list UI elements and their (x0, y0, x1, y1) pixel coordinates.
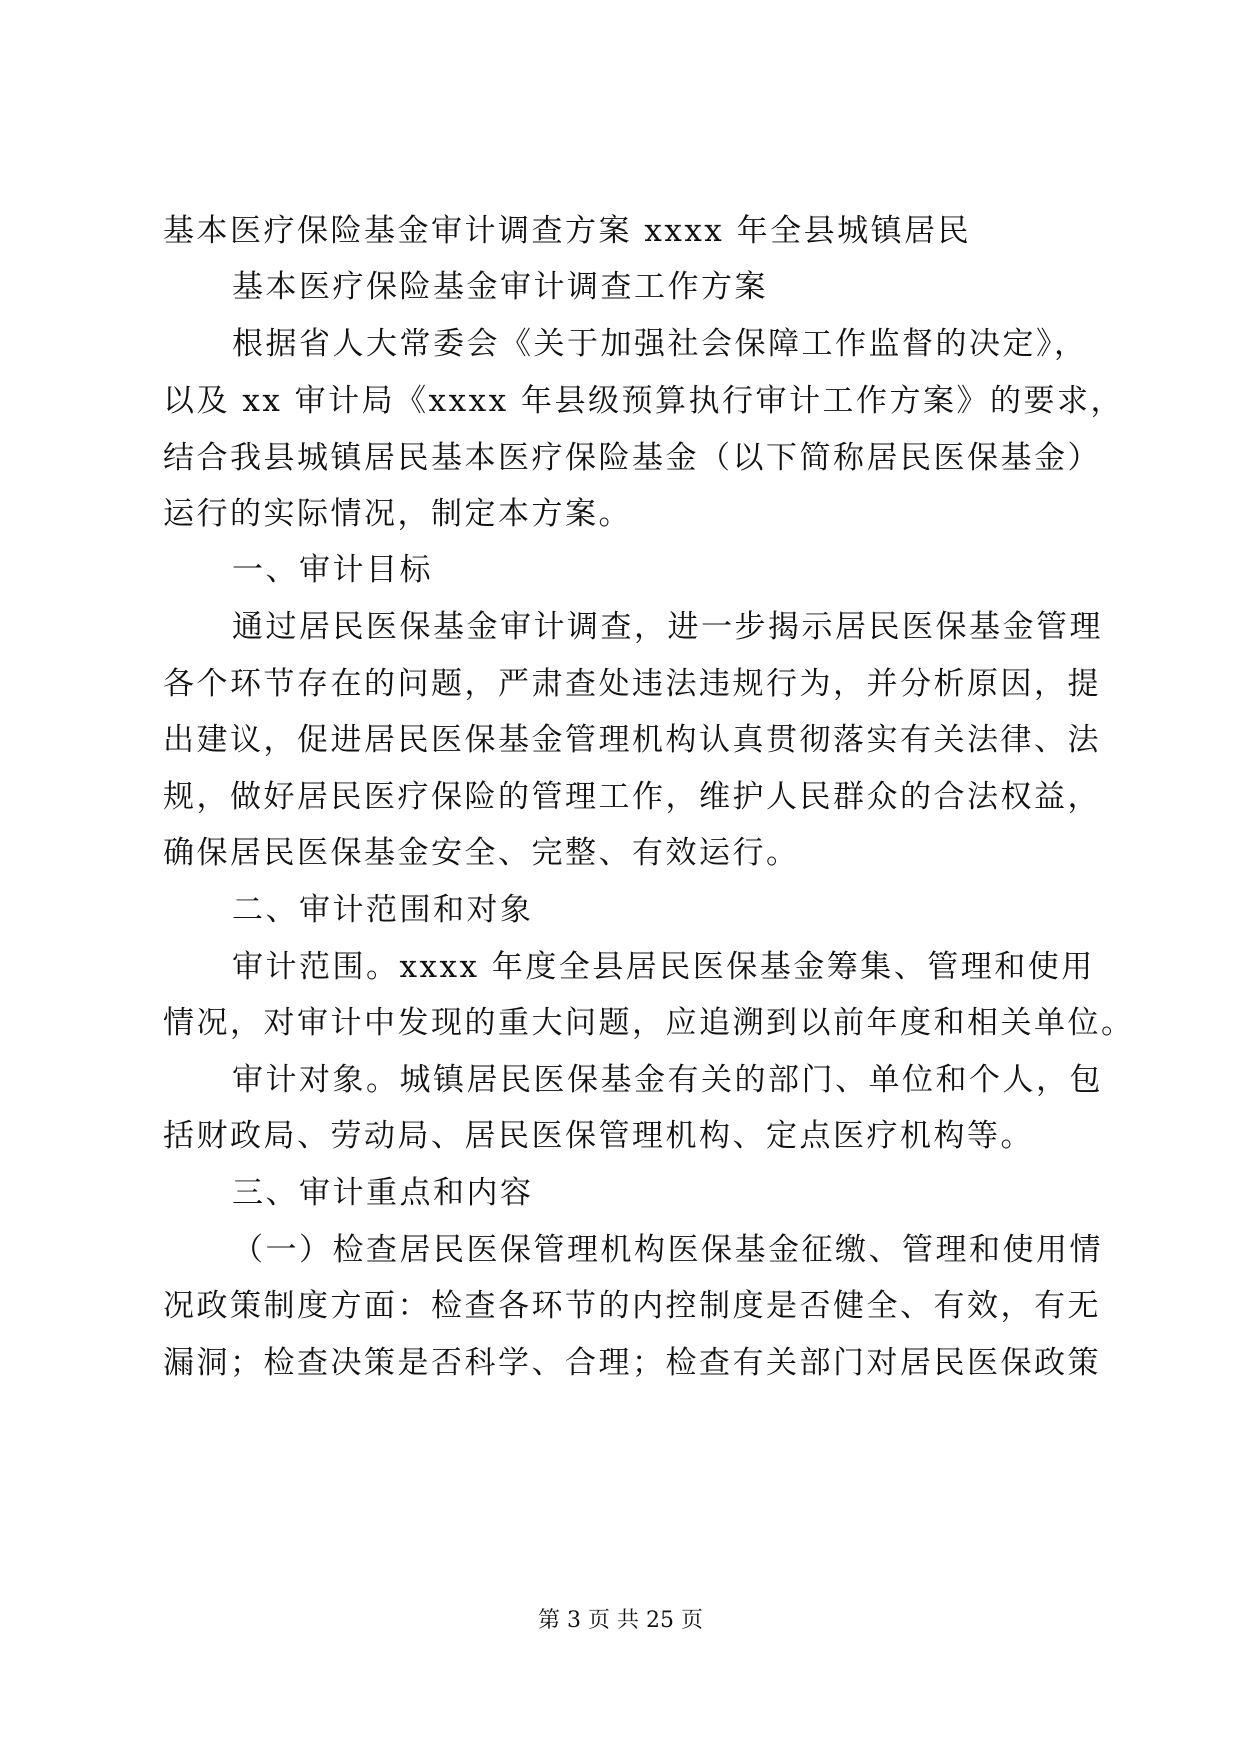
paragraph-line: 括财政局、劳动局、居民医保管理机构、定点医疗机构等。 (163, 1118, 1034, 1154)
page-number-footer: 第 3 页 共 25 页 (538, 1608, 703, 1633)
paragraph-line: 出建议，促进居民医保基金管理机构认真贯彻落实有关法律、法 (163, 722, 1101, 758)
paragraph-line: 审计范围。xxxx 年度全县居民医保基金筹集、管理和使用 (232, 949, 1095, 985)
paragraph-line: 漏洞；检查决策是否科学、合理；检查有关部门对居民医保政策 (163, 1345, 1101, 1381)
paragraph-line: （一）检查居民医保管理机构医保基金征缴、管理和使用情 (232, 1232, 1103, 1268)
doc-subtitle-line: 基本医疗保险基金审计调查工作方案 (232, 269, 768, 305)
paragraph-line: 以及 xx 审计局《xxxx 年县级预算执行审计工作方案》的要求， (163, 383, 1124, 419)
paragraph-line: 规，做好居民医疗保险的管理工作，维护人民群众的合法权益， (163, 779, 1101, 815)
paragraph-line: 各个环节存在的问题，严肃查处违法违规行为，并分析原因，提 (163, 666, 1101, 702)
section-heading: 二、审计范围和对象 (232, 892, 534, 928)
paragraph-line: 审计对象。城镇居民医保基金有关的部门、单位和个人，包 (232, 1062, 1103, 1098)
doc-title-line: 基本医疗保险基金审计调查方案 xxxx 年全县城镇居民 (163, 213, 972, 249)
paragraph-line: 结合我县城镇居民基本医疗保险基金（以下简称居民医保基金） (163, 440, 1101, 476)
paragraph-line: 运行的实际情况，制定本方案。 (163, 496, 632, 532)
section-heading: 三、审计重点和内容 (232, 1175, 534, 1211)
paragraph-line: 情况，对审计中发现的重大问题，应追溯到以前年度和相关单位。 (163, 1005, 1135, 1041)
paragraph-line: 确保居民医保基金安全、完整、有效运行。 (163, 835, 800, 871)
paragraph-line: 通过居民医保基金审计调查，进一步揭示居民医保基金管理 (232, 609, 1103, 645)
paragraph-line: 根据省人大常委会《关于加强社会保障工作监督的决定》， (232, 326, 1088, 362)
paragraph-line: 况政策制度方面：检查各环节的内控制度是否健全、有效，有无 (163, 1288, 1101, 1324)
section-heading: 一、审计目标 (232, 552, 433, 588)
